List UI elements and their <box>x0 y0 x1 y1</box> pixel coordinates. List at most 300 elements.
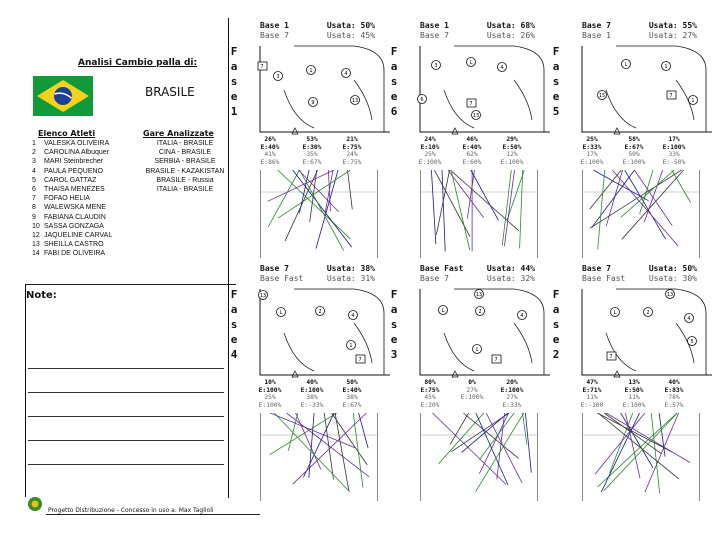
athlete-item <box>32 231 112 240</box>
zone-eff-alt: E:86% <box>260 158 280 166</box>
svg-text:7: 7 <box>494 357 498 363</box>
base-secondary: Base 7 <box>420 31 449 40</box>
phase-letter: 4 <box>230 348 238 361</box>
trajectory-line <box>598 170 605 249</box>
base-secondary: Base Fast <box>260 274 304 283</box>
svg-text:2: 2 <box>478 309 482 315</box>
court-diagram <box>576 283 716 379</box>
player-marker <box>467 58 476 67</box>
athlete-name: PAULA PEQUENO <box>44 167 104 175</box>
zone-eff: E:100% <box>500 386 524 394</box>
zone-eff: E:10% <box>420 143 440 151</box>
attack-trajectories <box>582 170 700 258</box>
athlete-name: VALESKA OLIVEIRA <box>44 140 110 147</box>
zone-eff: E:50% <box>624 386 644 394</box>
svg-text:13: 13 <box>666 292 674 298</box>
svg-text:9: 9 <box>311 100 315 106</box>
svg-text:1: 1 <box>349 343 353 349</box>
usage-primary: Usata: 68% <box>486 21 535 30</box>
zone-pct-alt: 11% <box>586 394 598 401</box>
athlete-number: 3 <box>32 158 36 166</box>
zone-eff-alt: E:20% <box>420 401 440 409</box>
phase-label <box>228 287 240 362</box>
base-primary: Base 7 <box>260 264 289 273</box>
usage-secondary: Usata: 31% <box>326 274 375 283</box>
phase-letter: a <box>552 60 560 73</box>
svg-text:13: 13 <box>259 293 267 299</box>
base-secondary: Base 7 <box>260 31 289 40</box>
zone-pct: 13% <box>628 379 640 386</box>
svg-text:3: 3 <box>276 74 280 80</box>
athlete-item <box>32 194 112 203</box>
svg-text:5: 5 <box>690 339 694 345</box>
phase-label <box>388 44 400 119</box>
zone-pct: 58% <box>628 136 640 143</box>
base-primary: Base Fast <box>420 264 464 273</box>
trajectory-line <box>442 170 445 252</box>
trajectory-line <box>504 170 514 246</box>
athlete-name: WALEWSKA MENE <box>44 204 106 212</box>
phase-label <box>228 44 240 119</box>
svg-text:13: 13 <box>475 292 483 298</box>
svg-text:2: 2 <box>646 310 650 316</box>
court-diagram <box>254 40 394 136</box>
zone-stats <box>616 136 652 166</box>
trajectory-line <box>303 413 334 477</box>
zone-pct-alt: 11% <box>628 394 640 401</box>
athlete-number: 6 <box>32 186 36 194</box>
athlete-number: 9 <box>32 213 36 221</box>
attack-trajectories <box>260 170 378 258</box>
trajectory-line <box>604 413 661 453</box>
svg-text:6: 6 <box>420 97 424 103</box>
zone-eff: E:33% <box>582 143 602 151</box>
zone-pct: 40% <box>668 379 680 386</box>
phase-letter: e <box>552 333 560 346</box>
zone-pct: 24% <box>424 136 436 143</box>
player-marker <box>277 308 286 317</box>
base-secondary: Base Fast <box>582 274 626 283</box>
player-marker <box>274 72 283 81</box>
zone-pct: 29% <box>506 136 518 143</box>
note-line <box>28 392 224 393</box>
note-line <box>28 440 224 441</box>
attack-trajectories <box>420 413 538 501</box>
player-marker <box>349 311 358 320</box>
games-header: Gare Analizzate <box>143 129 214 138</box>
zone-stats <box>252 379 288 409</box>
athlete-number: 13 <box>32 241 40 249</box>
athlete-name: CAROL GATTAZ <box>44 176 97 184</box>
usage-secondary: Usata: 27% <box>648 31 697 40</box>
zone-stats <box>412 136 448 166</box>
zone-stats <box>454 136 490 166</box>
zone-eff-alt: E:67% <box>302 158 322 166</box>
zone-pct-alt: 27% <box>466 386 478 394</box>
phase-letter: F <box>390 45 398 58</box>
player-marker <box>418 95 427 104</box>
player-marker <box>611 308 620 317</box>
base-primary-row <box>260 264 375 274</box>
zone-eff-alt: E:100% <box>460 394 484 401</box>
game-item: BRASILE - Russia <box>156 176 214 184</box>
phase-letter: s <box>552 75 560 88</box>
zone-pct-alt: 78% <box>668 394 680 401</box>
phase-letter: s <box>390 318 398 331</box>
trajectory-line <box>348 170 353 209</box>
svg-text:L: L <box>613 310 617 316</box>
zone-eff-alt: E:75% <box>342 158 362 166</box>
court-diagram <box>254 283 394 379</box>
zone-pct: 0% <box>468 379 476 386</box>
base-secondary: Base 7 <box>420 274 449 283</box>
trajectory-line <box>288 413 298 451</box>
zone-pct-alt: 38% <box>306 394 318 401</box>
phase-letter: e <box>390 90 398 103</box>
athlete-name: CAROLINA Albuquer <box>44 149 109 157</box>
svg-text:1: 1 <box>475 347 479 353</box>
zone-eff-alt: E:100% <box>258 401 282 409</box>
trajectory-line <box>436 170 449 235</box>
zone-stats <box>574 379 610 409</box>
trajectory-line <box>476 413 524 491</box>
zone-eff: E:40% <box>462 143 482 151</box>
player-marker <box>689 96 698 105</box>
base-primary: Base 1 <box>420 21 449 30</box>
phase-letter: F <box>552 288 560 301</box>
player-marker <box>258 62 267 70</box>
zone-eff: E:100% <box>258 386 282 394</box>
phase-letter: s <box>552 318 560 331</box>
base-primary: Base 7 <box>582 264 611 273</box>
zone-pct-alt: 38% <box>346 394 358 401</box>
usage-secondary: Usata: 45% <box>326 31 375 40</box>
athlete-item <box>32 167 112 176</box>
game-item: SERBIA - BRASILE <box>154 158 216 166</box>
athlete-name: FABIANA CLAUDIN <box>44 213 106 221</box>
zone-pct-alt: 25% <box>264 394 276 401</box>
trajectory-line <box>651 413 659 493</box>
zone-pct-alt: 62% <box>466 151 478 158</box>
analysis-title: Analisi Cambio palla di: <box>78 58 198 68</box>
phase-label <box>550 287 562 362</box>
zone-stats <box>656 136 692 166</box>
zone-pct-alt: 35% <box>306 151 318 158</box>
court-diagram <box>414 40 554 136</box>
trajectory-line <box>278 170 351 239</box>
svg-text:L: L <box>441 308 445 314</box>
brazil-flag-icon <box>33 76 93 116</box>
phase-letter: F <box>390 288 398 301</box>
zone-eff-alt: E:-50% <box>662 158 686 166</box>
note-label: Note: <box>26 290 57 301</box>
trajectory-line <box>450 170 519 231</box>
athletes-header: Elenco Atleti <box>38 129 96 138</box>
zone-stats <box>454 379 490 402</box>
zone-pct: 47% <box>586 379 598 386</box>
base-primary-row <box>582 264 697 274</box>
zone-eff: E:67% <box>624 143 644 151</box>
zone-eff: E:71% <box>582 386 602 394</box>
zone-eff-alt: E:57% <box>664 401 684 409</box>
trajectory-line <box>431 170 435 244</box>
zone-eff-alt: E:100% <box>622 158 646 166</box>
phase-letter: F <box>552 45 560 58</box>
trajectory-line <box>621 413 653 468</box>
player-marker <box>259 291 268 300</box>
note-line <box>28 368 224 369</box>
svg-text:13: 13 <box>472 113 480 119</box>
footer-text: Progetto Distribuzione - Concesso in uso a: Max Taglioli <box>48 507 214 514</box>
player-marker <box>439 306 448 315</box>
zone-eff-alt: E:100% <box>418 158 442 166</box>
trajectory-line <box>471 170 499 220</box>
phase-letter: a <box>390 60 398 73</box>
court-diagram <box>576 40 716 136</box>
athlete-number: 1 <box>32 140 36 147</box>
country-name: BRASILE <box>145 85 195 99</box>
svg-text:7: 7 <box>260 64 264 70</box>
zone-pct: 50% <box>346 379 358 386</box>
usage-primary: Usata: 50% <box>648 264 697 273</box>
game-item: BRASILE - KAZAKISTAN <box>145 167 225 175</box>
base-primary: Base 7 <box>582 21 611 30</box>
zone-eff: E:100% <box>300 386 324 394</box>
athlete-item <box>32 148 112 157</box>
svg-text:4: 4 <box>351 313 355 319</box>
phase-letter: 1 <box>230 105 238 118</box>
svg-text:1: 1 <box>309 68 313 74</box>
player-marker <box>307 66 316 75</box>
trajectory-line <box>359 413 369 448</box>
zone-pct: 21% <box>346 136 358 143</box>
phase-letter: e <box>390 333 398 346</box>
base-primary-row <box>420 264 535 274</box>
athlete-name: SHEILLA CASTRO <box>44 241 104 249</box>
zone-stats <box>616 379 652 409</box>
athlete-name: THAISA MENEZES <box>44 186 105 194</box>
athlete-number: 12 <box>32 232 40 240</box>
trajectory-line <box>502 170 511 245</box>
zone-pct-alt: 33% <box>668 151 680 158</box>
usage-secondary: Usata: 30% <box>648 274 697 283</box>
attack-trajectories <box>260 413 378 501</box>
svg-text:4: 4 <box>520 313 524 319</box>
zone-stats <box>294 379 330 409</box>
zone-pct-alt: 17% <box>586 151 598 158</box>
athlete-item <box>32 139 112 148</box>
player-marker <box>622 60 631 69</box>
zone-pct: 17% <box>668 136 680 143</box>
zone-stats <box>294 136 330 166</box>
zone-eff-alt: E:60% <box>462 158 482 166</box>
phase-letter: e <box>230 333 238 346</box>
base-primary-row <box>260 21 375 31</box>
zone-pct-alt: 27% <box>506 394 518 401</box>
zone-eff-alt: E:100% <box>500 158 524 166</box>
usage-primary: Usata: 55% <box>648 21 697 30</box>
athlete-number: 8 <box>32 204 36 212</box>
svg-text:7: 7 <box>469 101 473 107</box>
usage-primary: Usata: 50% <box>326 21 375 30</box>
phase-letter: a <box>552 303 560 316</box>
phase-label <box>388 287 400 362</box>
phase-letter: 5 <box>552 105 560 118</box>
trajectory-line <box>293 413 367 484</box>
athlete-name: JAQUELINE CARVAL <box>44 232 113 240</box>
athlete-name: FOFAO HELIA <box>44 195 90 203</box>
zone-pct-alt: 50% <box>628 151 640 158</box>
phase-letter: 6 <box>390 105 398 118</box>
athlete-number: 2 <box>32 149 36 157</box>
phase-letter: a <box>390 303 398 316</box>
svg-text:L: L <box>624 62 628 68</box>
usage-secondary: Usata: 32% <box>486 274 535 283</box>
zone-eff: E:100% <box>662 143 686 151</box>
svg-text:L: L <box>279 310 283 316</box>
zone-pct-alt: 24% <box>346 151 358 158</box>
attack-trajectories <box>420 170 538 258</box>
footer-line <box>46 514 260 515</box>
trajectory-line <box>309 413 314 478</box>
base-primary-row <box>420 21 535 31</box>
trajectory-line <box>448 170 484 218</box>
zone-pct-alt: 25% <box>424 151 436 158</box>
player-marker <box>492 355 501 363</box>
trajectory-line <box>467 170 474 219</box>
svg-text:3: 3 <box>434 63 438 69</box>
game-item: ITALIA - BRASILE <box>156 140 214 147</box>
zone-pct: 26% <box>264 136 276 143</box>
phase-letter: s <box>390 75 398 88</box>
zone-eff-alt: E:-33% <box>300 401 324 409</box>
trajectory-line <box>597 413 672 452</box>
svg-text:7: 7 <box>358 357 362 363</box>
attack-trajectories <box>582 413 700 501</box>
player-marker <box>473 345 482 354</box>
athlete-number: 4 <box>32 167 36 175</box>
zone-eff: E:50% <box>502 143 522 151</box>
zone-eff: E:40% <box>260 143 280 151</box>
zone-eff: E:40% <box>342 386 362 394</box>
athlete-number: 7 <box>32 195 36 203</box>
player-marker <box>598 91 607 100</box>
zone-pct-alt: 12% <box>506 151 518 158</box>
zone-eff-alt: E:100% <box>580 158 604 166</box>
trajectory-line <box>293 170 352 247</box>
athlete-number: 14 <box>32 250 40 258</box>
phase-letter: s <box>230 75 238 88</box>
player-marker <box>347 341 356 350</box>
svg-text:1: 1 <box>664 64 668 70</box>
athlete-item <box>32 185 112 194</box>
zone-pct: 53% <box>306 136 318 143</box>
trajectory-line <box>479 413 508 474</box>
zone-eff: E:83% <box>664 386 684 394</box>
zone-eff-alt: E:67% <box>342 401 362 409</box>
games-list <box>140 139 230 194</box>
player-marker <box>607 352 616 360</box>
player-marker <box>356 355 365 363</box>
zone-eff-alt: E:100% <box>622 401 646 409</box>
zone-pct: 25% <box>586 136 598 143</box>
player-marker <box>476 307 485 316</box>
phase-letter: F <box>230 45 238 58</box>
athlete-name: FABI DE OLIVEIRA <box>44 250 106 258</box>
logo-icon <box>26 495 44 513</box>
zone-pct: 46% <box>466 136 478 143</box>
zone-eff-alt: E:-100 <box>580 401 604 409</box>
player-marker <box>472 111 481 120</box>
court-diagram <box>414 283 554 379</box>
phase-letter: 2 <box>552 348 560 361</box>
game-item: CINA - BRASILE <box>158 149 212 157</box>
svg-text:15: 15 <box>598 93 606 99</box>
athlete-item <box>32 249 112 258</box>
base-secondary: Base 1 <box>582 31 611 40</box>
zone-eff: E:75% <box>420 386 440 394</box>
athlete-name: SASSA GONZAGA <box>44 222 104 230</box>
zone-pct: 80% <box>424 379 436 386</box>
svg-text:4: 4 <box>687 316 691 322</box>
zone-stats <box>656 379 692 409</box>
player-marker <box>498 63 507 72</box>
note-line <box>28 416 224 417</box>
phase-letter: F <box>230 288 238 301</box>
base-primary-row <box>582 21 697 31</box>
athlete-number: 5 <box>32 176 36 184</box>
trajectory-line <box>274 413 350 492</box>
trajectory-line <box>604 413 678 491</box>
usage-primary: Usata: 38% <box>326 264 375 273</box>
athlete-item <box>32 222 112 231</box>
zone-stats <box>574 136 610 166</box>
zone-pct: 20% <box>506 379 518 386</box>
athlete-item <box>32 157 112 166</box>
player-marker <box>688 337 697 346</box>
trajectory-line <box>268 170 299 227</box>
zone-stats <box>494 379 530 409</box>
player-marker <box>518 311 527 320</box>
athlete-item <box>32 176 112 185</box>
player-marker <box>432 61 441 70</box>
player-marker <box>351 96 360 105</box>
phase-label <box>550 44 562 119</box>
athlete-number: 10 <box>32 222 40 230</box>
phase-letter: a <box>230 303 238 316</box>
trajectory-line <box>479 413 514 460</box>
athlete-item <box>32 240 112 249</box>
note-divider <box>26 284 236 285</box>
svg-text:L: L <box>469 60 473 66</box>
zone-pct-alt: 45% <box>424 394 436 401</box>
player-marker <box>316 307 325 316</box>
zone-stats <box>334 379 370 409</box>
player-marker <box>475 290 484 299</box>
base-primary: Base 1 <box>260 21 289 30</box>
zone-pct-alt: 41% <box>264 151 276 158</box>
athletes-list <box>32 139 112 259</box>
player-marker <box>467 99 476 107</box>
player-marker <box>342 69 351 78</box>
phase-letter: e <box>230 90 238 103</box>
athlete-name: MARI Steinbrecher <box>44 158 104 166</box>
phase-letter: s <box>230 318 238 331</box>
player-marker <box>309 98 318 107</box>
player-marker <box>644 308 653 317</box>
note-line <box>28 464 224 465</box>
zone-stats <box>412 379 448 409</box>
